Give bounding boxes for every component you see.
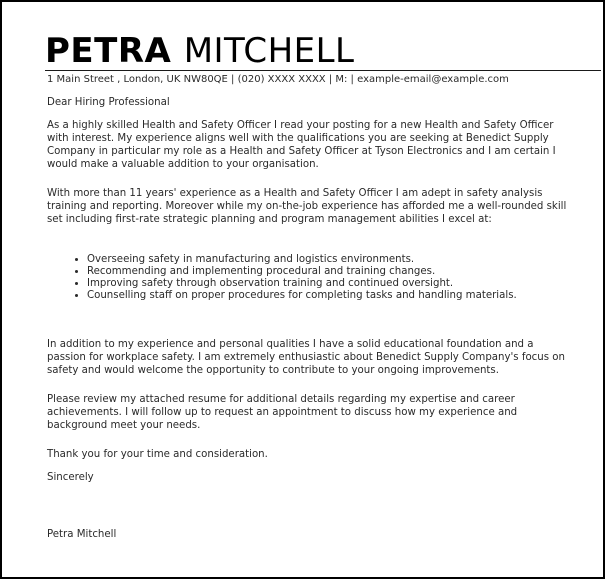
closing: Sincerely <box>47 472 94 483</box>
greeting: Dear Hiring Professional <box>47 97 170 108</box>
list-item: • Counselling staff on proper procedures for completing tasks and handling materials. <box>87 290 567 302</box>
contact-line: 1 Main Street , London, UK NW80QE | (020) XXXX XXXX | M: | example-email@example.com <box>47 74 509 85</box>
paragraph-intro: As a highly skilled Health and Safety Officer I read your posting for a new Health and Safety Officer with interest. My experience aligns well with the qualifications you are seeking at Benedict Supply Company in particular my role as a Health and Safety Officer at Tyson Electronics and I am certain I would make a valuable addition to your organisation. <box>47 120 556 170</box>
last-name: MITCHELL <box>183 31 355 71</box>
list-item: • Recommending and implementing procedural and training changes. <box>87 266 567 278</box>
list-item: • Overseeing safety in manufacturing and logistics environments. <box>87 254 567 266</box>
applicant-name <box>45 28 355 74</box>
paragraph-thanks: Thank you for your time and consideration. <box>47 449 268 460</box>
paragraph-experience: With more than 11 years' experience as a Health and Safety Officer I am adept in safety analysis training and reporting. Moreover while my on-the-job experience has afforded me a well-rounded skill set including first-rate strategic planning and program management abilities I excel at: <box>47 188 567 225</box>
list-item: • Improving safety through observation training and continued oversight. <box>87 278 567 290</box>
paragraph-education: In addition to my experience and personal qualities I have a solid educational foundation and a passion for workplace safety. I am extremely enthusiastic about Benedict Supply Company's focus on safety and would welcome the opportunity to contribute to your ongoing improvements. <box>47 339 565 376</box>
signature-name: Petra Mitchell <box>47 529 117 540</box>
first-name: PETRA <box>45 31 172 71</box>
paragraph-followup: Please review my attached resume for additional details regarding my expertise and career achievements. I will follow up to request an appointment to discuss how my experience and background meet your needs. <box>47 394 518 431</box>
header-divider <box>45 70 601 71</box>
skills-list <box>47 254 567 302</box>
letter-body <box>47 96 567 541</box>
